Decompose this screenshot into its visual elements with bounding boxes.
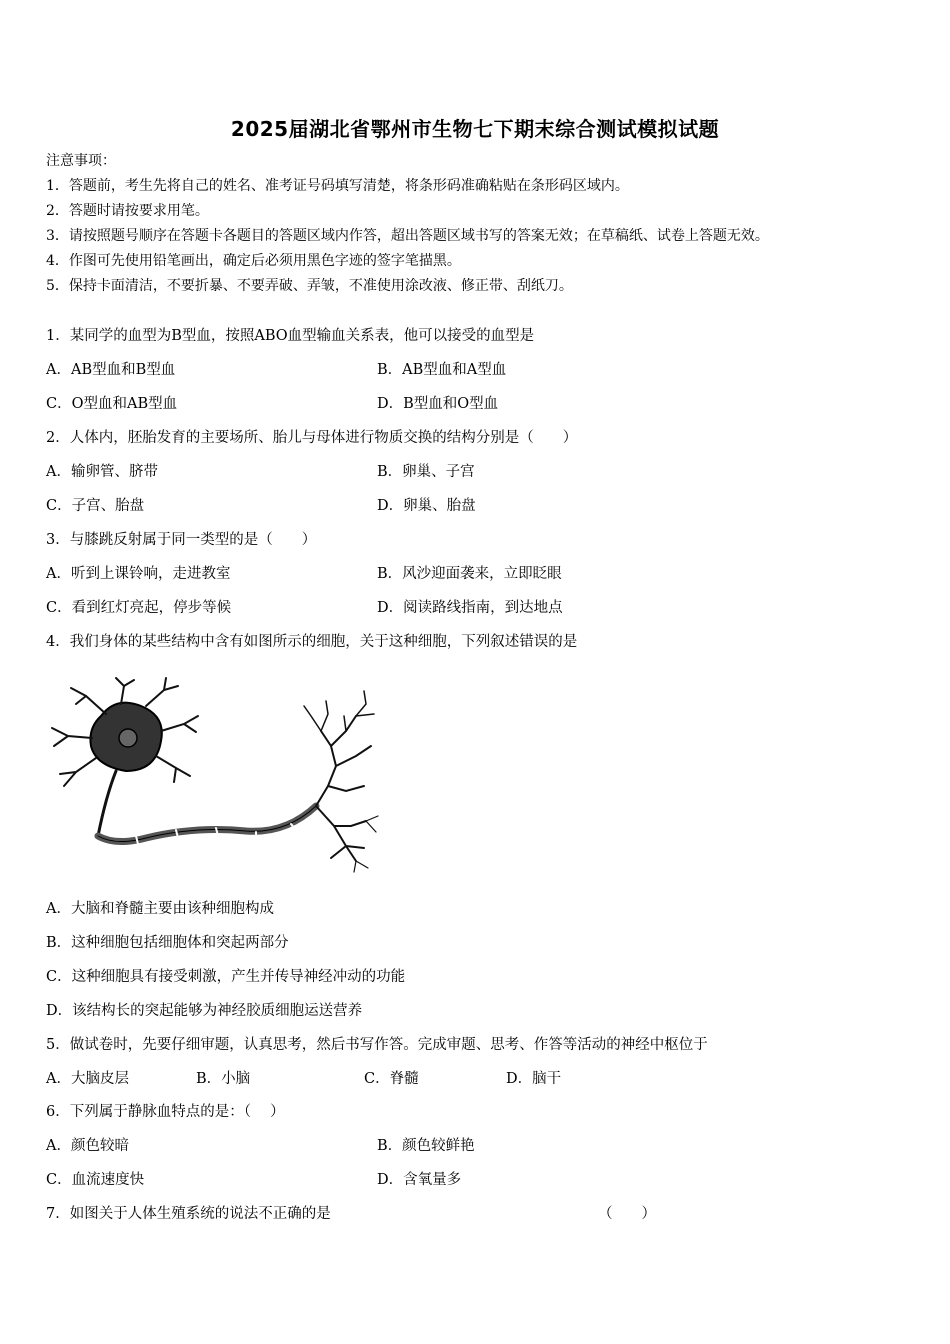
question-6-option-b: B．颜色较鲜艳 [377, 1138, 475, 1154]
notice-item: 4．作图可先使用铅笔画出，确定后必须用黑色字迹的签字笔描黑。 [46, 253, 461, 269]
question-2-option-a: A．输卵管、脐带 [46, 464, 158, 480]
exam-title: 2025届湖北省鄂州市生物七下期末综合测试模拟试题 [230, 117, 720, 141]
notice-heading: 注意事项： [46, 153, 116, 169]
question-3-option-c: C．看到红灯亮起，停步等候 [46, 600, 232, 616]
question-3-option-d: D．阅读路线指南，到达地点 [377, 600, 563, 616]
notice-item: 5．保持卡面清洁，不要折暴、不要弄破、弄皱，不准使用涂改液、修正带、刮纸刀。 [46, 278, 573, 294]
question-2-option-d: D．卵巢、胎盘 [377, 498, 476, 514]
question-2-option-b: B．卵巢、子宫 [377, 464, 475, 480]
question-5-stem: 5．做试卷时，先要仔细审题，认真思考，然后书写作答。完成审题、思考、作答等活动的神经中枢位于 [46, 1037, 708, 1053]
question-6-option-c: C．血流速度快 [46, 1172, 145, 1188]
question-2-stem: 2．人体内，胚胎发育的主要场所、胎儿与母体进行物质交换的结构分别是（ ） [46, 430, 578, 446]
question-5-option-d: D．脑干 [506, 1071, 562, 1087]
question-1-option-b: B．AB型血和A型血 [377, 362, 507, 378]
question-1-option-c: C．O型血和AB型血 [46, 396, 178, 412]
question-4-option-c: C．这种细胞具有接受刺激，产生并传导神经冲动的功能 [46, 969, 406, 985]
question-3-option-b: B．风沙迎面袭来，立即眨眼 [377, 566, 562, 582]
question-7-answer-bracket: （ ） [598, 1206, 656, 1222]
question-4-option-a: A．大脑和脊髓主要由该种细胞构成 [46, 901, 274, 917]
notice-item: 1．答题前，考生先将自己的姓名、准考证号码填写清楚，将条形码准确粘贴在条形码区域内。 [46, 178, 629, 194]
question-5-option-a: A．大脑皮层 [46, 1071, 129, 1087]
question-1-option-d: D．B型血和O型血 [377, 396, 499, 412]
question-3-option-a: A．听到上课铃响，走进教室 [46, 566, 231, 582]
notice-item: 3．请按照题号顺序在答题卡各题目的答题区域内作答，超出答题区域书写的答案无效；在草稿纸、试卷上答题无效。 [46, 228, 769, 244]
question-5-option-b: B．小脑 [196, 1071, 251, 1087]
question-6-option-a: A．颜色较暗 [46, 1138, 129, 1154]
question-1-option-a: A．AB型血和B型血 [46, 362, 176, 378]
question-6-option-d: D．含氧量多 [377, 1172, 462, 1188]
question-4-option-b: B．这种细胞包括细胞体和突起两部分 [46, 935, 289, 951]
question-6-stem: 6．下列属于静脉血特点的是：（ ） [46, 1104, 285, 1120]
question-2-option-c: C．子宫、胎盘 [46, 498, 145, 514]
question-4-option-d: D．该结构长的突起能够为神经胶质细胞运送营养 [46, 1003, 363, 1019]
question-5-option-c: C．脊髓 [364, 1071, 419, 1087]
question-4-stem: 4．我们身体的某些结构中含有如图所示的细胞，关于这种细胞，下列叙述错误的是 [46, 634, 578, 650]
neuron-figure [46, 676, 386, 876]
question-1-stem: 1．某同学的血型为B型血，按照ABO血型输血关系表，他可以接受的血型是 [46, 328, 535, 344]
question-7-stem: 7．如图关于人体生殖系统的说法不正确的是 [46, 1206, 331, 1222]
question-3-stem: 3．与膝跳反射属于同一类型的是（ ） [46, 532, 317, 548]
notice-item: 2．答题时请按要求用笔。 [46, 203, 209, 219]
